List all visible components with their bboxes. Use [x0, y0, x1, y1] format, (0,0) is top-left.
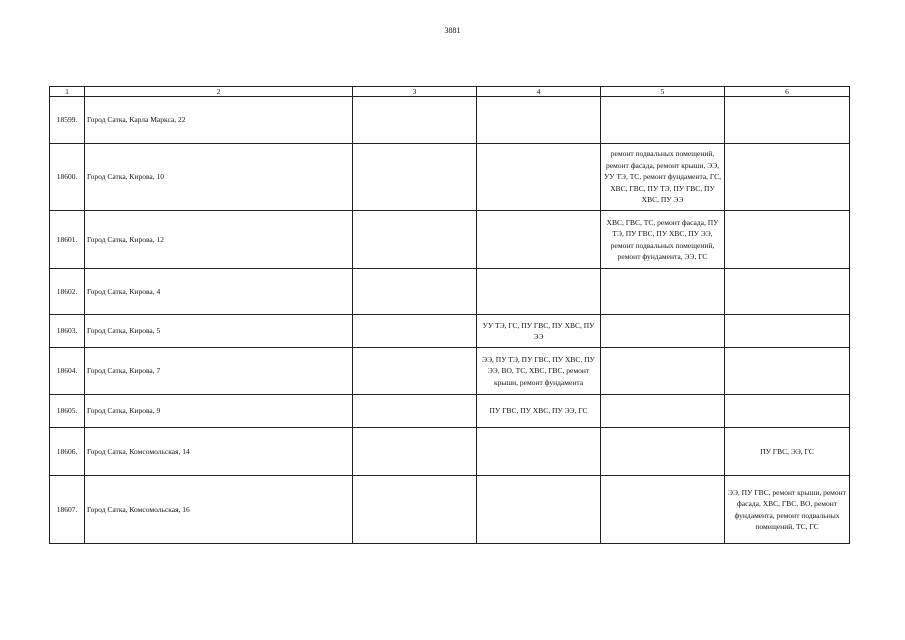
cell-col3	[353, 348, 477, 395]
cell-col6: ЭЭ, ПУ ГВС, ремонт крыши, ремонт фасада, ХВС, ГВС, ВО, ремонт фундамента, ремонт подвальных помещений, ТС, ГС	[725, 476, 850, 544]
cell-col5: ХВС, ГВС, ТС, ремонт фасада, ПУ ТЭ, ПУ ГВС, ПУ ХВС, ПУ ЭЭ, ремонт подвальных помещений, ремонт фундамента, ЭЭ, ГС	[601, 211, 725, 269]
cell-col3	[353, 395, 477, 428]
address-cell: Город Сатка, Кирова, 7	[85, 348, 353, 395]
cell-col4	[477, 269, 601, 315]
column-header: 6	[725, 87, 850, 97]
table-row	[50, 269, 850, 315]
cell-col5	[601, 395, 725, 428]
page-number: 3881	[444, 26, 461, 35]
row-number: 18604.	[50, 348, 85, 395]
table-row	[50, 348, 850, 395]
table-row	[50, 97, 850, 144]
cell-col3	[353, 476, 477, 544]
cell-col4	[477, 428, 601, 476]
address-cell: Город Сатка, Комсомольская, 14	[85, 428, 353, 476]
cell-col5	[601, 269, 725, 315]
address-cell: Город Сатка, Кирова, 5	[85, 315, 353, 348]
cell-col6	[725, 315, 850, 348]
address-cell: Город Сатка, Кирова, 10	[85, 144, 353, 211]
cell-col5	[601, 315, 725, 348]
column-header: 5	[601, 87, 725, 97]
cell-col3	[353, 428, 477, 476]
table-row	[50, 476, 850, 544]
cell-col4: ЭЭ, ПУ ТЭ, ПУ ГВС, ПУ ХВС, ПУ ЭЭ, ВО, ТС, ХВС, ГВС, ремонт крыши, ремонт фундамента	[477, 348, 601, 395]
cell-col5: ремонт подвальных помещений, ремонт фасада, ремонт крыши, ЭЭ, УУ ТЭ, ТС, ремонт фундамента, ГС, ХВС, ГВС, ПУ ТЭ, ПУ ГВС, ПУ ХВС, ПУ ЭЭ	[601, 144, 725, 211]
cell-col3	[353, 144, 477, 211]
row-number: 18606.	[50, 428, 85, 476]
cell-col5	[601, 348, 725, 395]
row-number: 18607.	[50, 476, 85, 544]
table-row	[50, 395, 850, 428]
cell-col3	[353, 97, 477, 144]
address-cell: Город Сатка, Карла Маркса, 22	[85, 97, 353, 144]
cell-col5	[601, 428, 725, 476]
address-cell: Город Сатка, Кирова, 4	[85, 269, 353, 315]
row-number: 18602.	[50, 269, 85, 315]
cell-col3	[353, 211, 477, 269]
row-number: 18601.	[50, 211, 85, 269]
address-cell: Город Сатка, Кирова, 12	[85, 211, 353, 269]
cell-col6	[725, 348, 850, 395]
table-row	[50, 144, 850, 211]
cell-col4	[477, 97, 601, 144]
column-header: 3	[353, 87, 477, 97]
row-number: 18605.	[50, 395, 85, 428]
cell-col3	[353, 315, 477, 348]
cell-col6	[725, 395, 850, 428]
cell-col4	[477, 144, 601, 211]
cell-col4	[477, 476, 601, 544]
cell-col6	[725, 211, 850, 269]
column-header: 4	[477, 87, 601, 97]
cell-col6: ПУ ГВС, ЭЭ, ГС	[725, 428, 850, 476]
cell-col5	[601, 476, 725, 544]
address-cell: Город Сатка, Комсомольская, 16	[85, 476, 353, 544]
cell-col4	[477, 211, 601, 269]
column-header: 1	[50, 87, 85, 97]
cell-col6	[725, 269, 850, 315]
table-row	[50, 315, 850, 348]
cell-col6	[725, 97, 850, 144]
header-row	[50, 87, 850, 97]
row-number: 18599.	[50, 97, 85, 144]
cell-col4: ПУ ГВС, ПУ ХВС, ПУ ЭЭ, ГС	[477, 395, 601, 428]
cell-col6	[725, 144, 850, 211]
address-cell: Город Сатка, Кирова, 9	[85, 395, 353, 428]
table-row	[50, 211, 850, 269]
cell-col4: УУ ТЭ, ГС, ПУ ГВС, ПУ ХВС, ПУ ЭЭ	[477, 315, 601, 348]
cell-col5	[601, 97, 725, 144]
column-header: 2	[85, 87, 353, 97]
table-row	[50, 428, 850, 476]
register-table	[49, 86, 850, 544]
cell-col3	[353, 269, 477, 315]
row-number: 18600.	[50, 144, 85, 211]
row-number: 18603.	[50, 315, 85, 348]
